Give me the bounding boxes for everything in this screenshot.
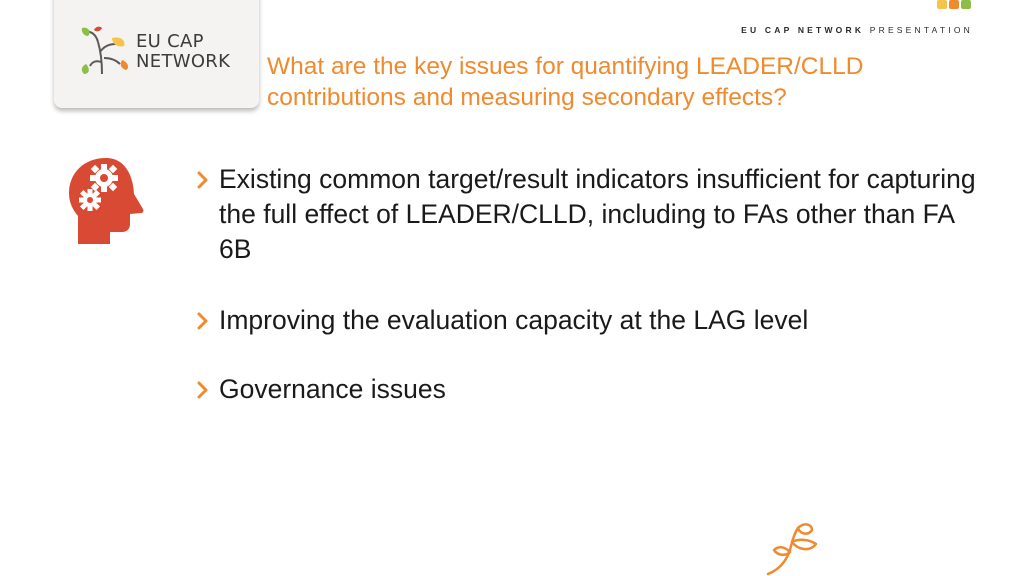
logo-line-1: EU CAP xyxy=(136,31,204,52)
sprout-icon xyxy=(764,522,826,576)
color-bars-icon xyxy=(937,0,973,10)
chevron-right-icon xyxy=(197,381,209,399)
leaf-sprout-icon xyxy=(78,24,134,76)
bullet-list xyxy=(197,162,977,407)
header-brand xyxy=(741,25,973,35)
bullet-text: Existing common target/result indicators insufficient for capturing the full effect of LEADER/CLLD, including to FAs other than FA 6B xyxy=(219,164,976,264)
head-gears-icon xyxy=(66,156,146,246)
title-line-1: What are the key issues for quantifying LEADER/CLLD xyxy=(267,53,864,80)
bullet-item xyxy=(197,303,977,338)
bullet-text: Improving the evaluation capacity at the LAG level xyxy=(219,305,809,335)
header-brand-suffix: PRESENTATION xyxy=(869,25,973,35)
chevron-right-icon xyxy=(197,171,209,189)
bullet-item xyxy=(197,162,977,267)
logo-line-2: NETWORK xyxy=(136,51,231,72)
bullet-text: Governance issues xyxy=(219,374,446,404)
title-line-2: contributions and measuring secondary effects? xyxy=(267,84,787,111)
logo-card xyxy=(54,0,259,108)
logo-wordmark xyxy=(136,32,230,72)
bullet-item xyxy=(197,372,977,407)
slide-title xyxy=(267,51,987,113)
header-brand-name: EU CAP NETWORK xyxy=(741,25,865,35)
chevron-right-icon xyxy=(197,312,209,330)
